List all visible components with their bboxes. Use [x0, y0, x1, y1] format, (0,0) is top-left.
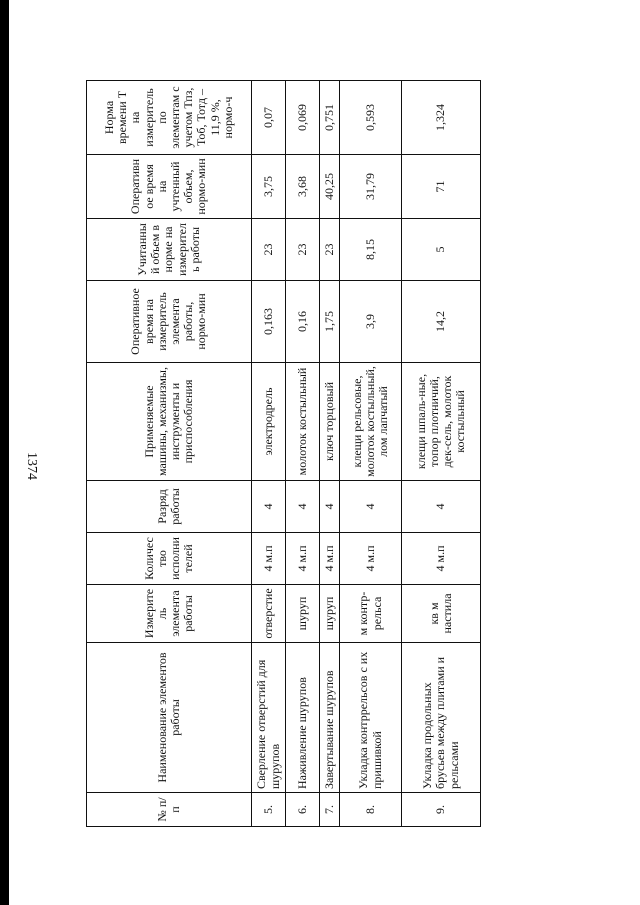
- tools-cell: молоток костыльный: [286, 363, 320, 481]
- op-time-cell: 14,2: [402, 281, 481, 363]
- unit-cell: шуруп: [320, 585, 340, 643]
- norm-time-cell: 1,324: [402, 81, 481, 155]
- volume-cell: 23: [320, 219, 340, 281]
- table-row: [252, 81, 286, 827]
- table-row: [320, 81, 340, 827]
- scan-edge: [0, 0, 9, 905]
- rotated-table-container: [86, 81, 480, 827]
- op-time-cell: 3,9: [340, 281, 402, 363]
- volume-cell: 23: [252, 219, 286, 281]
- header-cell: Оперативное время на измеритель элемента работы, нормо-мин: [87, 281, 252, 363]
- grade-cell: 4: [286, 481, 320, 533]
- unit-cell: м контр-рельса: [340, 585, 402, 643]
- header-cell: Применяемые машины, механизмы, инструменты и приспособления: [87, 363, 252, 481]
- op-time-cell: 0,163: [252, 281, 286, 363]
- header-cell: Наименование элементов работы: [87, 643, 252, 793]
- op-time-volume-cell: 40,25: [320, 155, 340, 219]
- tools-cell: клещи шпаль-ные, топор плотничий, дек-сель, молоток костыльный: [402, 363, 481, 481]
- grade-cell: 4: [252, 481, 286, 533]
- header-cell: Измеритель элемента работы: [87, 585, 252, 643]
- work-element-name: Сверление отверстий для шурупов: [252, 643, 286, 793]
- norm-time-cell: 0,751: [320, 81, 340, 155]
- workers-cell: 4 м.п: [402, 533, 481, 585]
- tools-cell: ключ торцовый: [320, 363, 340, 481]
- header-cell: Разряд работы: [87, 481, 252, 533]
- row-number: 8.: [340, 793, 402, 827]
- unit-cell: шуруп: [286, 585, 320, 643]
- workers-cell: 4 м.п: [252, 533, 286, 585]
- header-cell: Оперативное время на учтенный объем, нормо-мин: [87, 155, 252, 219]
- row-number: 6.: [286, 793, 320, 827]
- norm-time-cell: 0,07: [252, 81, 286, 155]
- volume-cell: 23: [286, 219, 320, 281]
- table-header-row: [87, 81, 252, 827]
- work-element-name: Наживление шурупов: [286, 643, 320, 793]
- row-number: 7.: [320, 793, 340, 827]
- work-element-name: Укладка продольных брусьев между плитами и рельсами: [402, 643, 481, 793]
- unit-cell: кв м настила: [402, 585, 481, 643]
- table-row: [286, 81, 320, 827]
- tools-cell: клещи рельсовые, молоток костыльный, лом лапчатый: [340, 363, 402, 481]
- workers-cell: 4 м.п: [340, 533, 402, 585]
- row-number: 5.: [252, 793, 286, 827]
- header-cell: № п/п: [87, 793, 252, 827]
- op-time-cell: 0,16: [286, 281, 320, 363]
- grade-cell: 4: [320, 481, 340, 533]
- page-number: 1374: [24, 452, 39, 480]
- norm-time-cell: 0,069: [286, 81, 320, 155]
- op-time-volume-cell: 3,75: [252, 155, 286, 219]
- norm-time-cell: 0,593: [340, 81, 402, 155]
- op-time-volume-cell: 71: [402, 155, 481, 219]
- grade-cell: 4: [402, 481, 481, 533]
- table-row: [340, 81, 402, 827]
- grade-cell: 4: [340, 481, 402, 533]
- tools-cell: электродрель: [252, 363, 286, 481]
- work-elements-table: [86, 80, 481, 827]
- workers-cell: 4 м.п: [286, 533, 320, 585]
- header-cell: Учитанный объем в норме на измеритель работы: [87, 219, 252, 281]
- volume-cell: 5: [402, 219, 481, 281]
- header-cell: Количество исполнителей: [87, 533, 252, 585]
- row-number: 9.: [402, 793, 481, 827]
- volume-cell: 8,15: [340, 219, 402, 281]
- table-row: [402, 81, 481, 827]
- op-time-volume-cell: 3,68: [286, 155, 320, 219]
- op-time-volume-cell: 31,79: [340, 155, 402, 219]
- workers-cell: 4 м.п: [320, 533, 340, 585]
- work-element-name: Укладка контррельсов с их пришивкой: [340, 643, 402, 793]
- header-cell: Норма времени Т на измеритель по элементам с учетом Тпз, Тоб, Тотд – 11,9 %, нормо-ч: [87, 81, 252, 155]
- unit-cell: отверстие: [252, 585, 286, 643]
- op-time-cell: 1,75: [320, 281, 340, 363]
- work-element-name: Завертывание шурупов: [320, 643, 340, 793]
